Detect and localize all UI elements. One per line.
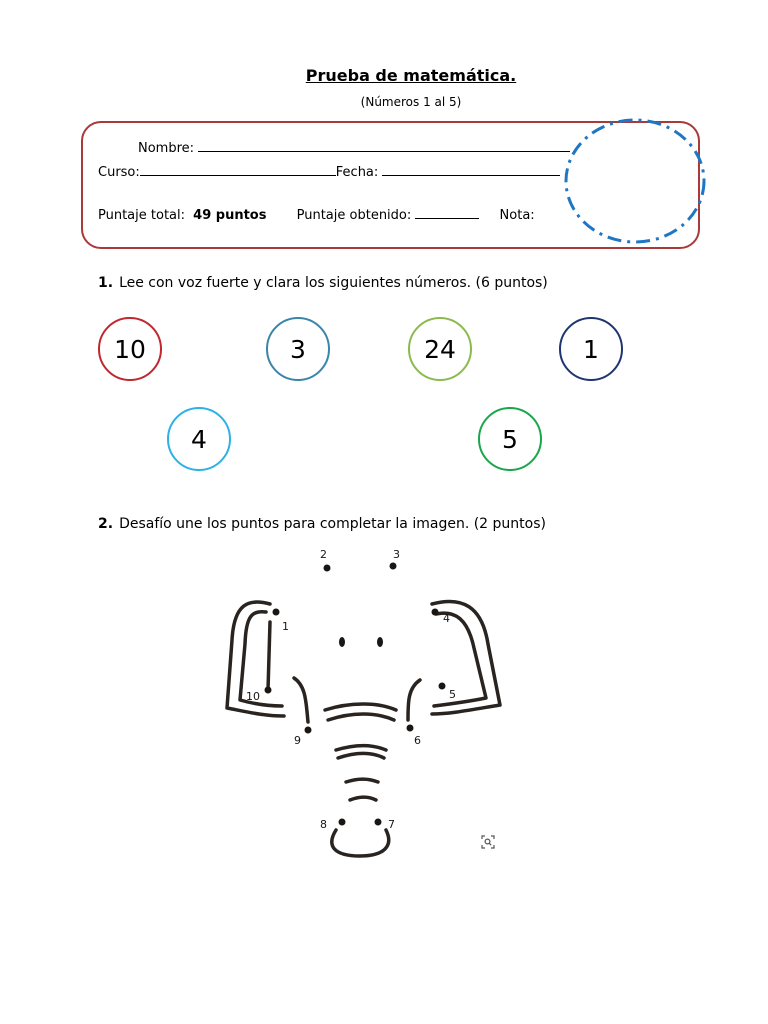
number-circle-5: 5 — [478, 407, 542, 471]
dot-1 — [273, 609, 280, 616]
curso-fecha-row — [98, 162, 560, 180]
dot-label-10: 10 — [246, 690, 260, 703]
nombre-label: Nombre: — [138, 141, 195, 156]
dot-label-6: 6 — [414, 734, 421, 747]
number-circle-24: 24 — [408, 317, 472, 381]
number-circle-3: 3 — [266, 317, 330, 381]
trunk-tip — [332, 830, 389, 856]
dot-label-8: 8 — [320, 818, 327, 831]
number-circle-4: 4 — [167, 407, 231, 471]
question-1-number: 1. — [98, 275, 114, 291]
puntaje-total-value: 49 puntos — [193, 208, 267, 223]
question-1-text: Lee con voz fuerte y clara los siguientes números. (6 puntos) — [119, 275, 548, 291]
elephant-dot-to-dot-image — [200, 540, 510, 862]
fecha-blank[interactable] — [382, 162, 560, 176]
dot-label-9: 9 — [294, 734, 301, 747]
trunk-line-4 — [338, 754, 384, 759]
left-cheek-line — [268, 622, 270, 690]
page-title: Prueba de matemática. — [305, 66, 517, 85]
dot-5 — [439, 683, 446, 690]
dot-label-2: 2 — [320, 548, 327, 561]
puntaje-obtenido-blank[interactable] — [415, 205, 479, 219]
page-subtitle: (Números 1 al 5) — [360, 95, 462, 109]
dot-7 — [375, 819, 382, 826]
right-eye — [377, 637, 383, 647]
trunk-line-1 — [325, 704, 396, 710]
question-2-number: 2. — [98, 516, 114, 532]
grade-circle-outline — [566, 120, 704, 242]
number-circle-1: 1 — [559, 317, 623, 381]
nota-label: Nota: — [499, 208, 535, 223]
dot-4 — [432, 609, 439, 616]
question-2-text: Desafío une los puntos para completar la imagen. (2 puntos) — [119, 516, 546, 532]
right-ear-inner — [434, 613, 486, 706]
trunk-line-2 — [328, 714, 394, 720]
puntaje-obtenido-label: Puntaje obtenido: — [296, 208, 412, 223]
question-1 — [98, 275, 548, 291]
dot-9 — [305, 727, 312, 734]
trunk-line-3 — [336, 746, 386, 751]
nombre-blank[interactable] — [198, 138, 570, 152]
trunk-line-6 — [350, 797, 376, 800]
number-circle-10: 10 — [98, 317, 162, 381]
question-2 — [98, 516, 546, 532]
dot-8 — [339, 819, 346, 826]
dot-label-4: 4 — [443, 612, 450, 625]
curso-blank[interactable] — [140, 162, 336, 176]
dot-label-7: 7 — [388, 818, 395, 831]
puntaje-row — [98, 205, 535, 223]
dot-label-3: 3 — [393, 548, 400, 561]
zoom-icon[interactable] — [480, 834, 496, 850]
nombre-row — [138, 138, 570, 156]
dot-6 — [407, 725, 414, 732]
dot-label-1: 1 — [282, 620, 289, 633]
dot-2 — [324, 565, 331, 572]
dot-3 — [390, 563, 397, 570]
fecha-label: Fecha: — [335, 165, 379, 180]
dot-10 — [265, 687, 272, 694]
curso-label: Curso: — [98, 165, 140, 180]
trunk-line-5 — [346, 779, 378, 782]
puntaje-total-label: Puntaje total: — [98, 208, 186, 223]
right-tusk-line — [408, 680, 420, 720]
grade-circle[interactable] — [562, 114, 708, 250]
left-eye — [339, 637, 345, 647]
dot-label-5: 5 — [449, 688, 456, 701]
left-tusk-line — [294, 678, 308, 722]
